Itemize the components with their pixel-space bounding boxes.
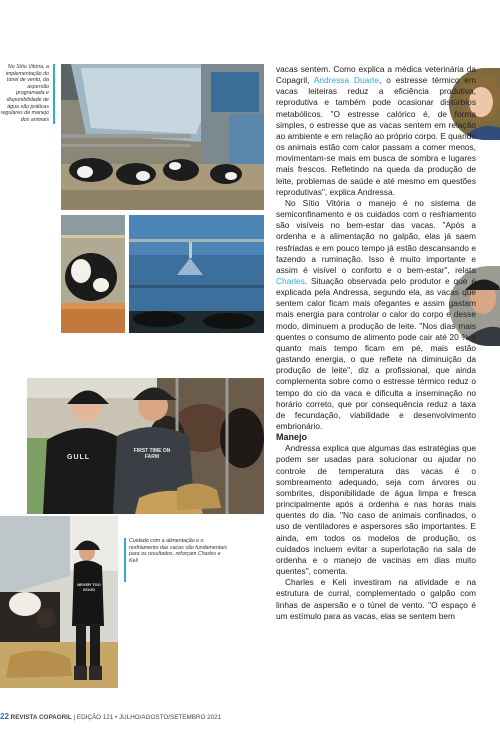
subheading-manejo: Manejo bbox=[276, 432, 308, 443]
paragraph-2: No Sítio Vitória o manejo é no sistema de semiconfinamento e os cuidados com o resfriamento são visíveis no bem-estar das vacas. "Após a ordenha e a alimentação no galpão, elas já saem resfriadas e em pouco tempo já estão descansando e fazendo a ruminação. Isso é muito importante e assim é visível o conforto e o bem-estar", relata Charles. Situação observada pelo produtor e que é explicada pela Andressa, segundo ela, as vacas que sentem calor ficam mais ofegantes e assim gastam mais energia para controlar o calor do corpo e desse modo, diminuem a produção de leite. "Nos dias mais quentes o consumo de alimento pode cair até 20 % e quanto mais tempo ficam em pé, mais estão gastando energia, o que reflete na diminuição da produção de leite", diz a profissional, que ainda complementa sobre como o estresse térmico reduz o tempo do cio da vaca e dificulta a inseminação no horário correto, que por consequência reduz a taxa de fecundação, viabilidade e desenvolvimento embrionário. bbox=[276, 197, 476, 431]
edition-months: JULHO/AGOSTO/SETEMBRO 2021 bbox=[119, 714, 222, 721]
footer-separator: | bbox=[73, 714, 76, 721]
photo-caption-top: No Sítio Vitória, a implementação do túnel de vento, da aspersão programada e disponibilidade de água são práticas regulares de manejo dos animais bbox=[0, 64, 49, 123]
photo-woman-calves bbox=[0, 516, 118, 688]
shirt-text-left: GULL bbox=[67, 454, 91, 461]
paragraph-1: vacas sentem. Como explica a médica veterinária da Copagril, Andressa Duarte, o estresse térmico em vacas leiteiras reduz a eficiência produtiva, reprodutiva e também pode ocasionar distúrbios metabólicos. "O estresse calórico é, de forma simples, o estresse que as vacas sentem em relação ao ambiente e em relação ao próprio corpo. E quando os animais estão com calor passam a comer menos, movimentam-se mais em busca de sombra e lugares mais frescos. Refletindo na queda da produção de leite, problemas de saúde e até mesmo em questões reprodutivas", explica Andressa. bbox=[276, 64, 476, 197]
paragraph-4: Charles e Keli investiram na atividade e na estrutura de curral, complementado o galpão com linhas de aspersão e o túnel de vento. "O espaço é um estímulo para as vacas, elas se sentem bem bbox=[276, 577, 476, 621]
magazine-name: REVISTA COPAGRIL bbox=[10, 714, 72, 721]
paragraph-3: Andressa explica que algumas das estratégias que podem ser usadas para solucionar ou ajudar no controle de temperatura das vacas é o sombreamento adequado, seja com árvores ou sombrites, disponibilidade de água limpa e fresca principalmente após a ordenha e nas horas mais quentes do dia. "No caso de animais confinados, o uso de ventiladores e aspersores são importantes. E ainda, em todos os modelos de produção, os cuidados incluem evitar a superlotação na sala de ordenha e o manejo de vacinas em dias muito quentes", comenta. bbox=[276, 443, 476, 577]
photo-barn-cows bbox=[61, 64, 264, 210]
shirt-text-center: FIRST TIME ON FARM bbox=[133, 448, 171, 460]
article-body bbox=[276, 64, 476, 622]
footer-dot: • bbox=[115, 714, 118, 721]
page-number: 22 bbox=[0, 712, 9, 721]
shirt-text-woman: NEVER TOO GOOD bbox=[77, 582, 101, 592]
name-andressa: Andressa Duarte bbox=[313, 75, 380, 86]
photo-sprinklers bbox=[129, 215, 264, 333]
photo-cow-stall bbox=[61, 215, 125, 333]
name-charles: Charles bbox=[276, 275, 305, 286]
caption-accent-bar-bottom bbox=[124, 538, 126, 582]
photo-caption-bottom: Cuidado com a alimentação e o resfriamento das vacas são fundamentais para os resultados, reforçam Charles e Keli bbox=[129, 538, 228, 564]
photo-men-feeding bbox=[27, 378, 264, 514]
caption-accent-bar-top bbox=[53, 64, 55, 124]
page-footer bbox=[0, 712, 221, 721]
edition-number: EDIÇÃO 121 bbox=[76, 714, 114, 721]
